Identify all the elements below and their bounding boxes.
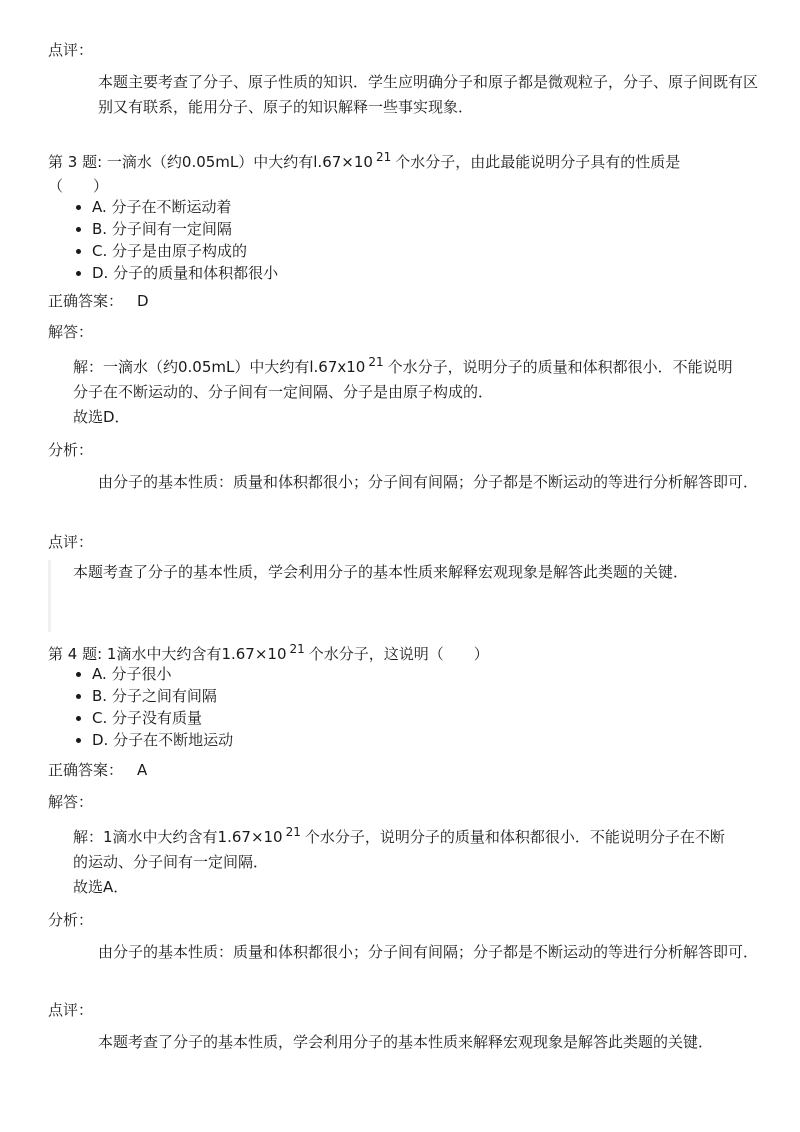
solution-text — [73, 355, 733, 405]
question-4-exponent: 21 — [289, 642, 305, 656]
answer-value: D — [137, 292, 149, 310]
question-3 — [48, 150, 728, 198]
review-text-q3: 本题考查了分子的基本性质，学会利用分子的基本性质来解释宏观现象是解答此类题的关键． — [73, 563, 689, 581]
review-box-q3 — [48, 560, 708, 632]
review-label: 点评： — [48, 41, 94, 59]
solution-choice-q4: 故选A． — [73, 878, 129, 896]
question-4-suffix: 个水分子，这说明（ ） — [308, 645, 489, 663]
question-3-answer — [48, 289, 149, 313]
question-3-option-d: • D. 分子的质量和体积都很小 — [92, 262, 278, 284]
solution-prefix-q4: 解：1滴水中大约含有1.67×10 — [73, 828, 283, 846]
question-3-option-c: • C. 分子是由原子构成的 — [92, 240, 278, 262]
question-3-solution — [73, 355, 733, 430]
solution-text-q4 — [73, 825, 733, 875]
question-4-option-c: • C. 分子没有质量 — [92, 707, 233, 729]
answer-value-q4: A — [137, 761, 148, 779]
analysis-text: 由分子的基本性质：质量和体积都很小；分子间有间隔；分子都是不断运动的等进行分析解答即可． — [98, 473, 759, 491]
solution-suffix: 个水分子，说明分子的质量和体积都很小．不能说明分子在不断运动的、分子间有一定间隔、分子是由原子构成的． — [73, 358, 733, 401]
analysis-text-q4: 由分子的基本性质：质量和体积都很小；分子间有间隔；分子都是不断运动的等进行分析解答即可． — [98, 943, 759, 961]
solution-label: 解答： — [48, 323, 94, 341]
answer-label: 正确答案： — [48, 292, 124, 310]
review-label-q4: 点评： — [48, 1001, 94, 1019]
question-3-suffix: 个水分子，由此最能说明分子具有的性质是（ ） — [48, 153, 681, 195]
solution-suffix-q4: 个水分子，说明分子的质量和体积都很小．不能说明分子在不断的运动、分子间有一定间隔． — [73, 828, 725, 871]
question-3-option-b: • B. 分子间有一定间隔 — [92, 218, 278, 240]
solution-choice: 故选D． — [73, 408, 130, 426]
question-4-solution — [73, 825, 733, 900]
solution-label-q4: 解答： — [48, 793, 94, 811]
question-4-options — [48, 663, 233, 751]
review-text: 本题主要考查了分子、原子性质的知识．学生应明确分子和原子都是微观粒子，分子、原子间既有区别又有联系，能用分子、原子的知识解释一些事实现象． — [98, 73, 759, 116]
question-3-prefix: 第 3 题: 一滴水（约0.05mL）中大约有l.67×10 — [48, 153, 373, 171]
question-4-option-b: • B. 分子之间有间隔 — [92, 685, 233, 707]
question-4-prefix: 第 4 题: 1滴水中大约含有1.67×10 — [48, 645, 287, 663]
solution-prefix: 解：一滴水（约0.05mL）中大约有l.67x10 — [73, 358, 366, 376]
answer-label-q4: 正确答案： — [48, 761, 124, 779]
analysis-label-q4: 分析： — [48, 911, 94, 929]
analysis-label: 分析： — [48, 441, 94, 459]
question-4-answer — [48, 758, 147, 782]
solution-exponent: 21 — [368, 355, 384, 369]
question-3-option-a: • A. 分子在不断运动着 — [92, 196, 278, 218]
review-text-q4: 本题考查了分子的基本性质，学会利用分子的基本性质来解释宏观现象是解答此类题的关键． — [98, 1033, 714, 1051]
question-4-option-d: • D. 分子在不断地运动 — [92, 729, 233, 751]
question-4-option-a: • A. 分子很小 — [92, 663, 233, 685]
review-label-q3: 点评： — [48, 533, 94, 551]
question-3-options — [48, 196, 278, 284]
solution-exponent-q4: 21 — [285, 825, 301, 839]
question-3-exponent: 21 — [375, 150, 392, 164]
